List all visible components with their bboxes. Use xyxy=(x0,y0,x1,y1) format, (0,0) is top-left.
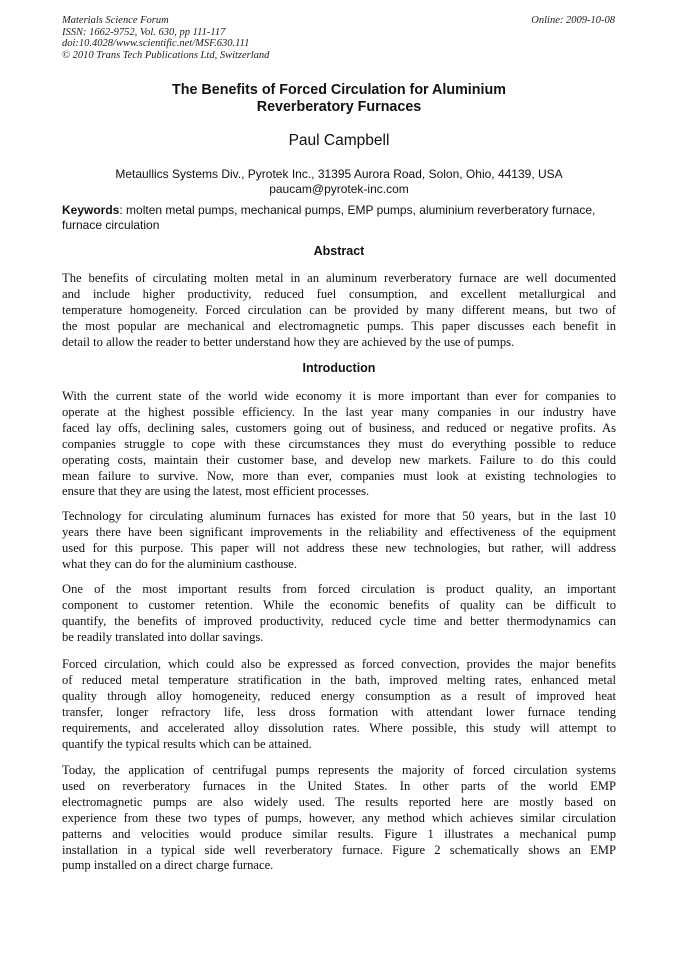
author-name: Paul Campbell xyxy=(288,132,390,149)
intro-paragraph-2 xyxy=(62,509,616,573)
introduction-heading: Introduction xyxy=(302,361,376,375)
keywords-block xyxy=(62,203,616,233)
text-line: installation in a typical side well reverberatory furnace. Figure 2 schematically shows an EMP xyxy=(62,842,616,857)
text-line: used for this purpose. This paper will not address these new technologies, but rather, will address xyxy=(62,540,616,555)
text-line: operating costs, maintain their customer base, and develop new markets. Failure to do this could xyxy=(62,452,616,467)
text-line: ensure that they are using the latest, most efficient processes. xyxy=(62,484,370,499)
journal-issn: ISSN: 1662-9752, Vol. 630, pp 111-117 xyxy=(62,26,226,38)
text-line: of reduced metal temperature stratification in the bath, improved melting rates, enhanced metal xyxy=(62,672,616,687)
author-affiliation xyxy=(62,167,616,197)
affiliation-address: Metaullics Systems Div., Pyrotek Inc., 31395 Aurora Road, Solon, Ohio, 44139, USA xyxy=(115,167,563,181)
text-line: experience from these two types of pumps, however, any method which achieves similar circulation xyxy=(62,810,616,825)
text-line: the most popular are mechanical and electromagnetic pumps. This paper discusses each benefit in xyxy=(62,318,616,333)
text-line: be readily translated into dollar savings. xyxy=(62,629,264,644)
text-line: electromagnetic pumps are also widely used. The results reported here are mostly based on xyxy=(62,794,616,809)
text-line: quantify, the benefits of improved productivity, reduced cycle time and better thermodynamics can xyxy=(62,613,616,628)
text-line: years there have been significant improvements in the reliability and effectiveness of the equipment xyxy=(62,524,616,539)
journal-doi: doi:10.4028/www.scientific.net/MSF.630.111 xyxy=(62,38,250,49)
keywords-text: : molten metal pumps, mechanical pumps, EMP pumps, aluminium reverberatory furnace, furnace circulation xyxy=(62,203,596,232)
text-line: mean failure to survive. Now, more than ever, companies must look at existing technologies to xyxy=(62,468,616,483)
journal-copyright: © 2010 Trans Tech Publications Ltd, Switzerland xyxy=(62,49,270,61)
text-line: requirements, and accelerated alloy dissolution rates. Where possible, this study will attempt to xyxy=(62,720,616,735)
text-line: used on reverberatory furnaces in the United States. In other parts of the world EMP xyxy=(62,778,616,793)
text-line: One of the most important results from forced circulation is product quality, an important xyxy=(62,582,616,596)
journal-name: Materials Science Forum xyxy=(62,15,169,26)
paper-title-line-2: Reverberatory Furnaces xyxy=(256,99,422,115)
text-line: what they can do for the aluminium casthouse. xyxy=(62,556,298,571)
text-line: Technology for circulating aluminum furnaces has existed for more that 50 years, but in the last 10 xyxy=(62,509,616,523)
text-line: component to customer retention. While the economic benefits of quality can be difficult to xyxy=(62,597,616,612)
text-line: temperature homogeneity. Forced circulation can be provided by many different means, but two of xyxy=(62,302,616,317)
text-line: transfer, longer refractory life, less dross formation with attendant lower furnace tending xyxy=(62,704,616,719)
online-date: Online: 2009-10-08 xyxy=(531,15,615,26)
text-line: quantify the typical results which can be attained. xyxy=(62,736,312,751)
text-line: detail to allow the reader to better understand how they are achieved by the use of pumps. xyxy=(62,334,515,349)
text-line: Forced circulation, which could also be expressed as forced convection, provides the major benefits xyxy=(62,657,616,671)
text-line: With the current state of the world wide economy it is more important than ever for companies to xyxy=(62,389,616,403)
text-line: pump installed on a direct charge furnace. xyxy=(62,858,274,873)
text-line: companies struggle to cope with these circumstances they must do everything possible to reduce xyxy=(62,436,616,451)
journal-metadata xyxy=(62,15,269,61)
abstract-paragraph xyxy=(62,271,616,351)
paper-title xyxy=(62,82,616,116)
text-line: Today, the application of centrifugal pumps represents the majority of forced circulation systems xyxy=(62,763,616,777)
text-line: The benefits of circulating molten metal in an aluminum reverberatory furnace are well documented xyxy=(62,271,616,285)
keywords-label: Keywords xyxy=(62,203,120,217)
text-line: faced lay offs, declining sales, customers going out of business, and reduced or negative profits. As xyxy=(62,420,616,435)
text-line: and include higher productivity, reduced fuel consumption, and excellent metallurgical and xyxy=(62,286,616,301)
paper-title-line-1: The Benefits of Forced Circulation for Aluminium xyxy=(172,82,506,98)
intro-paragraph-3 xyxy=(62,582,616,646)
intro-paragraph-5 xyxy=(62,763,616,874)
abstract-heading: Abstract xyxy=(313,244,365,258)
text-line: operate at the highest possible efficiency. In the last year many companies in our industry have xyxy=(62,404,616,419)
intro-paragraph-1 xyxy=(62,389,616,500)
text-line: quality through alloy homogeneity, reduced energy consumption as a result of improved heat xyxy=(62,688,616,703)
text-line: patterns and velocities would produce similar results. Figure 1 illustrates a mechanical pump xyxy=(62,826,616,841)
author-email: paucam@pyrotek-inc.com xyxy=(269,182,409,196)
intro-paragraph-4 xyxy=(62,657,616,752)
